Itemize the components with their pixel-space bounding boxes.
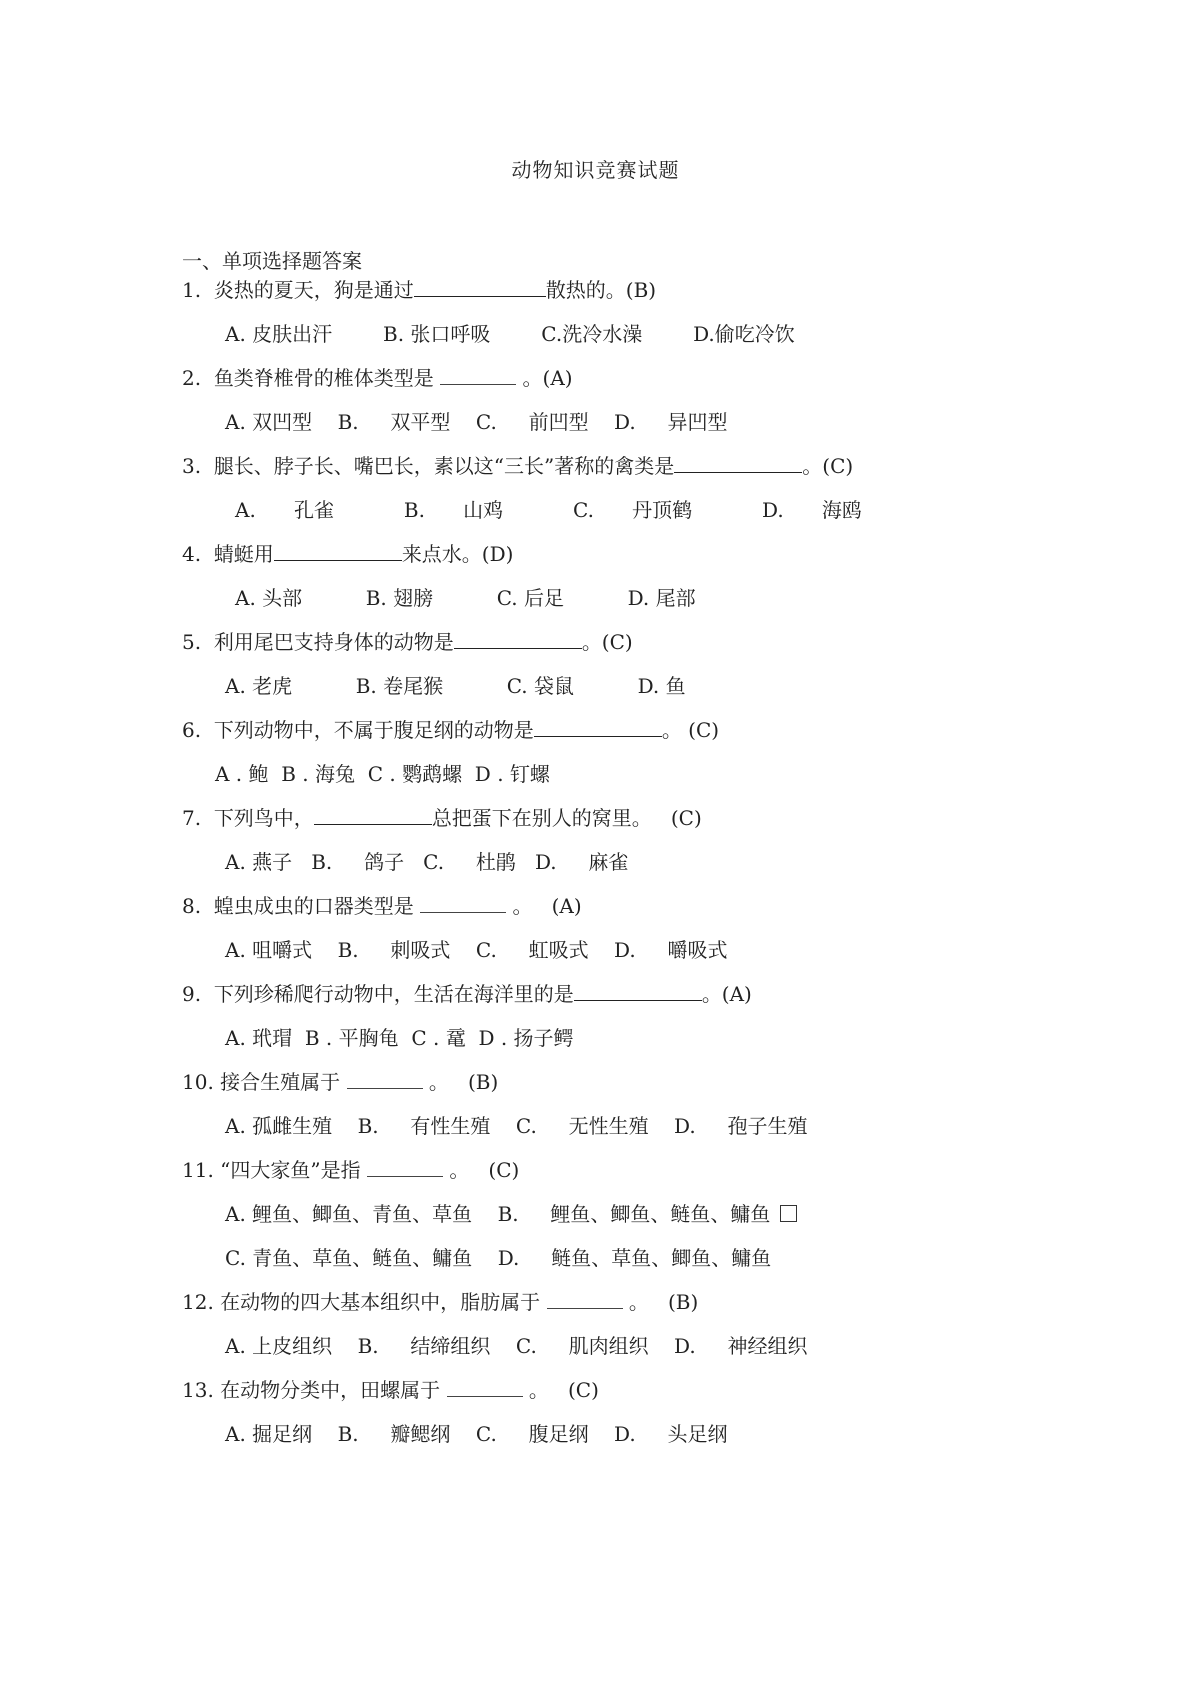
section-heading: 一、单项选择题答案 bbox=[182, 249, 362, 273]
question-12: 12. 在动物的四大基本组织中，脂肪属于 。 (B) bbox=[182, 1290, 699, 1314]
question-7: 7. 下列鸟中， 总把蛋下在别人的窝里。 (C) bbox=[182, 806, 702, 830]
question-13-options: A. 掘足纲 B. 瓣鳃纲 C. 腹足纲 D. 头足纲 bbox=[225, 1422, 728, 1446]
question-3: 3. 腿长、脖子长、嘴巴长，素以这“三长”著称的禽类是 。(C) bbox=[182, 454, 854, 478]
question-12-options: A. 上皮组织 B. 结缔组织 C. 肌肉组织 D. 神经组织 bbox=[225, 1334, 808, 1358]
question-6-options: A . 鲍 B . 海兔 C . 鹦鹉螺 D . 钉螺 bbox=[215, 762, 550, 786]
question-10-options: A. 孤雌生殖 B. 有性生殖 C. 无性生殖 D. 孢子生殖 bbox=[225, 1114, 808, 1138]
answer-blank bbox=[414, 278, 546, 297]
question-6: 6. 下列动物中，不属于腹足纲的动物是 。 (C) bbox=[182, 718, 720, 742]
answer-blank bbox=[420, 894, 506, 913]
question-11: 11. “四大家鱼”是指 。 (C) bbox=[182, 1158, 520, 1182]
question-2: 2. 鱼类脊椎骨的椎体类型是 。(A) bbox=[182, 366, 573, 390]
question-5: 5. 利用尾巴支持身体的动物是 。(C) bbox=[182, 630, 633, 654]
question-9: 9. 下列珍稀爬行动物中，生活在海洋里的是 。(A) bbox=[182, 982, 752, 1006]
question-10: 10. 接合生殖属于 。 (B) bbox=[182, 1070, 499, 1094]
question-4-options: A. 头部 B. 翅膀 C. 后足 D. 尾部 bbox=[235, 586, 696, 610]
answer-blank bbox=[347, 1070, 423, 1089]
answer-blank bbox=[547, 1290, 623, 1309]
answer-blank bbox=[274, 542, 402, 561]
answer-blank bbox=[314, 806, 432, 825]
question-8: 8. 蝗虫成虫的口器类型是 。 (A) bbox=[182, 894, 582, 918]
question-5-options: A. 老虎 B. 卷尾猴 C. 袋鼠 D. 鱼 bbox=[225, 674, 686, 698]
question-11-options: A. 鲤鱼、鲫鱼、青鱼、草鱼 B. 鲤鱼、鲫鱼、鲢鱼、鳙鱼 bbox=[225, 1200, 797, 1228]
question-13: 13. 在动物分类中，田螺属于 。 (C) bbox=[182, 1378, 599, 1402]
question-11-options-2: C. 青鱼、草鱼、鲢鱼、鳙鱼 D. 鲢鱼、草鱼、鲫鱼、鳙鱼 bbox=[225, 1246, 772, 1270]
question-9-options: A. 玳瑁 B . 平胸龟 C . 鼋 D . 扬子鳄 bbox=[225, 1026, 574, 1050]
question-8-options: A. 咀嚼式 B. 刺吸式 C. 虹吸式 D. 嚼吸式 bbox=[225, 938, 728, 962]
document-title: 动物知识竞赛试题 bbox=[511, 158, 680, 182]
answer-blank bbox=[534, 718, 662, 737]
answer-blank bbox=[674, 454, 802, 473]
question-1-options: A. 皮肤出汗 B. 张口呼吸 C.洗冷水澡 D.偷吃冷饮 bbox=[225, 322, 795, 346]
answer-blank bbox=[574, 982, 702, 1001]
question-7-options: A. 燕子 B. 鸽子 C. 杜鹃 D. 麻雀 bbox=[225, 850, 629, 874]
answer-blank bbox=[440, 366, 516, 385]
answer-blank bbox=[447, 1378, 523, 1397]
question-4: 4. 蜻蜓用 来点水。(D) bbox=[182, 542, 514, 566]
question-3-options: A. 孔雀 B. 山鸡 C. 丹顶鹤 D. 海鸥 bbox=[235, 498, 862, 522]
question-1: 1. 炎热的夏天，狗是通过 散热的。(B) bbox=[182, 278, 657, 302]
checkbox-icon bbox=[780, 1205, 797, 1222]
question-2-options: A. 双凹型 B. 双平型 C. 前凹型 D. 异凹型 bbox=[225, 410, 728, 434]
answer-blank bbox=[367, 1158, 443, 1177]
answer-blank bbox=[454, 630, 582, 649]
